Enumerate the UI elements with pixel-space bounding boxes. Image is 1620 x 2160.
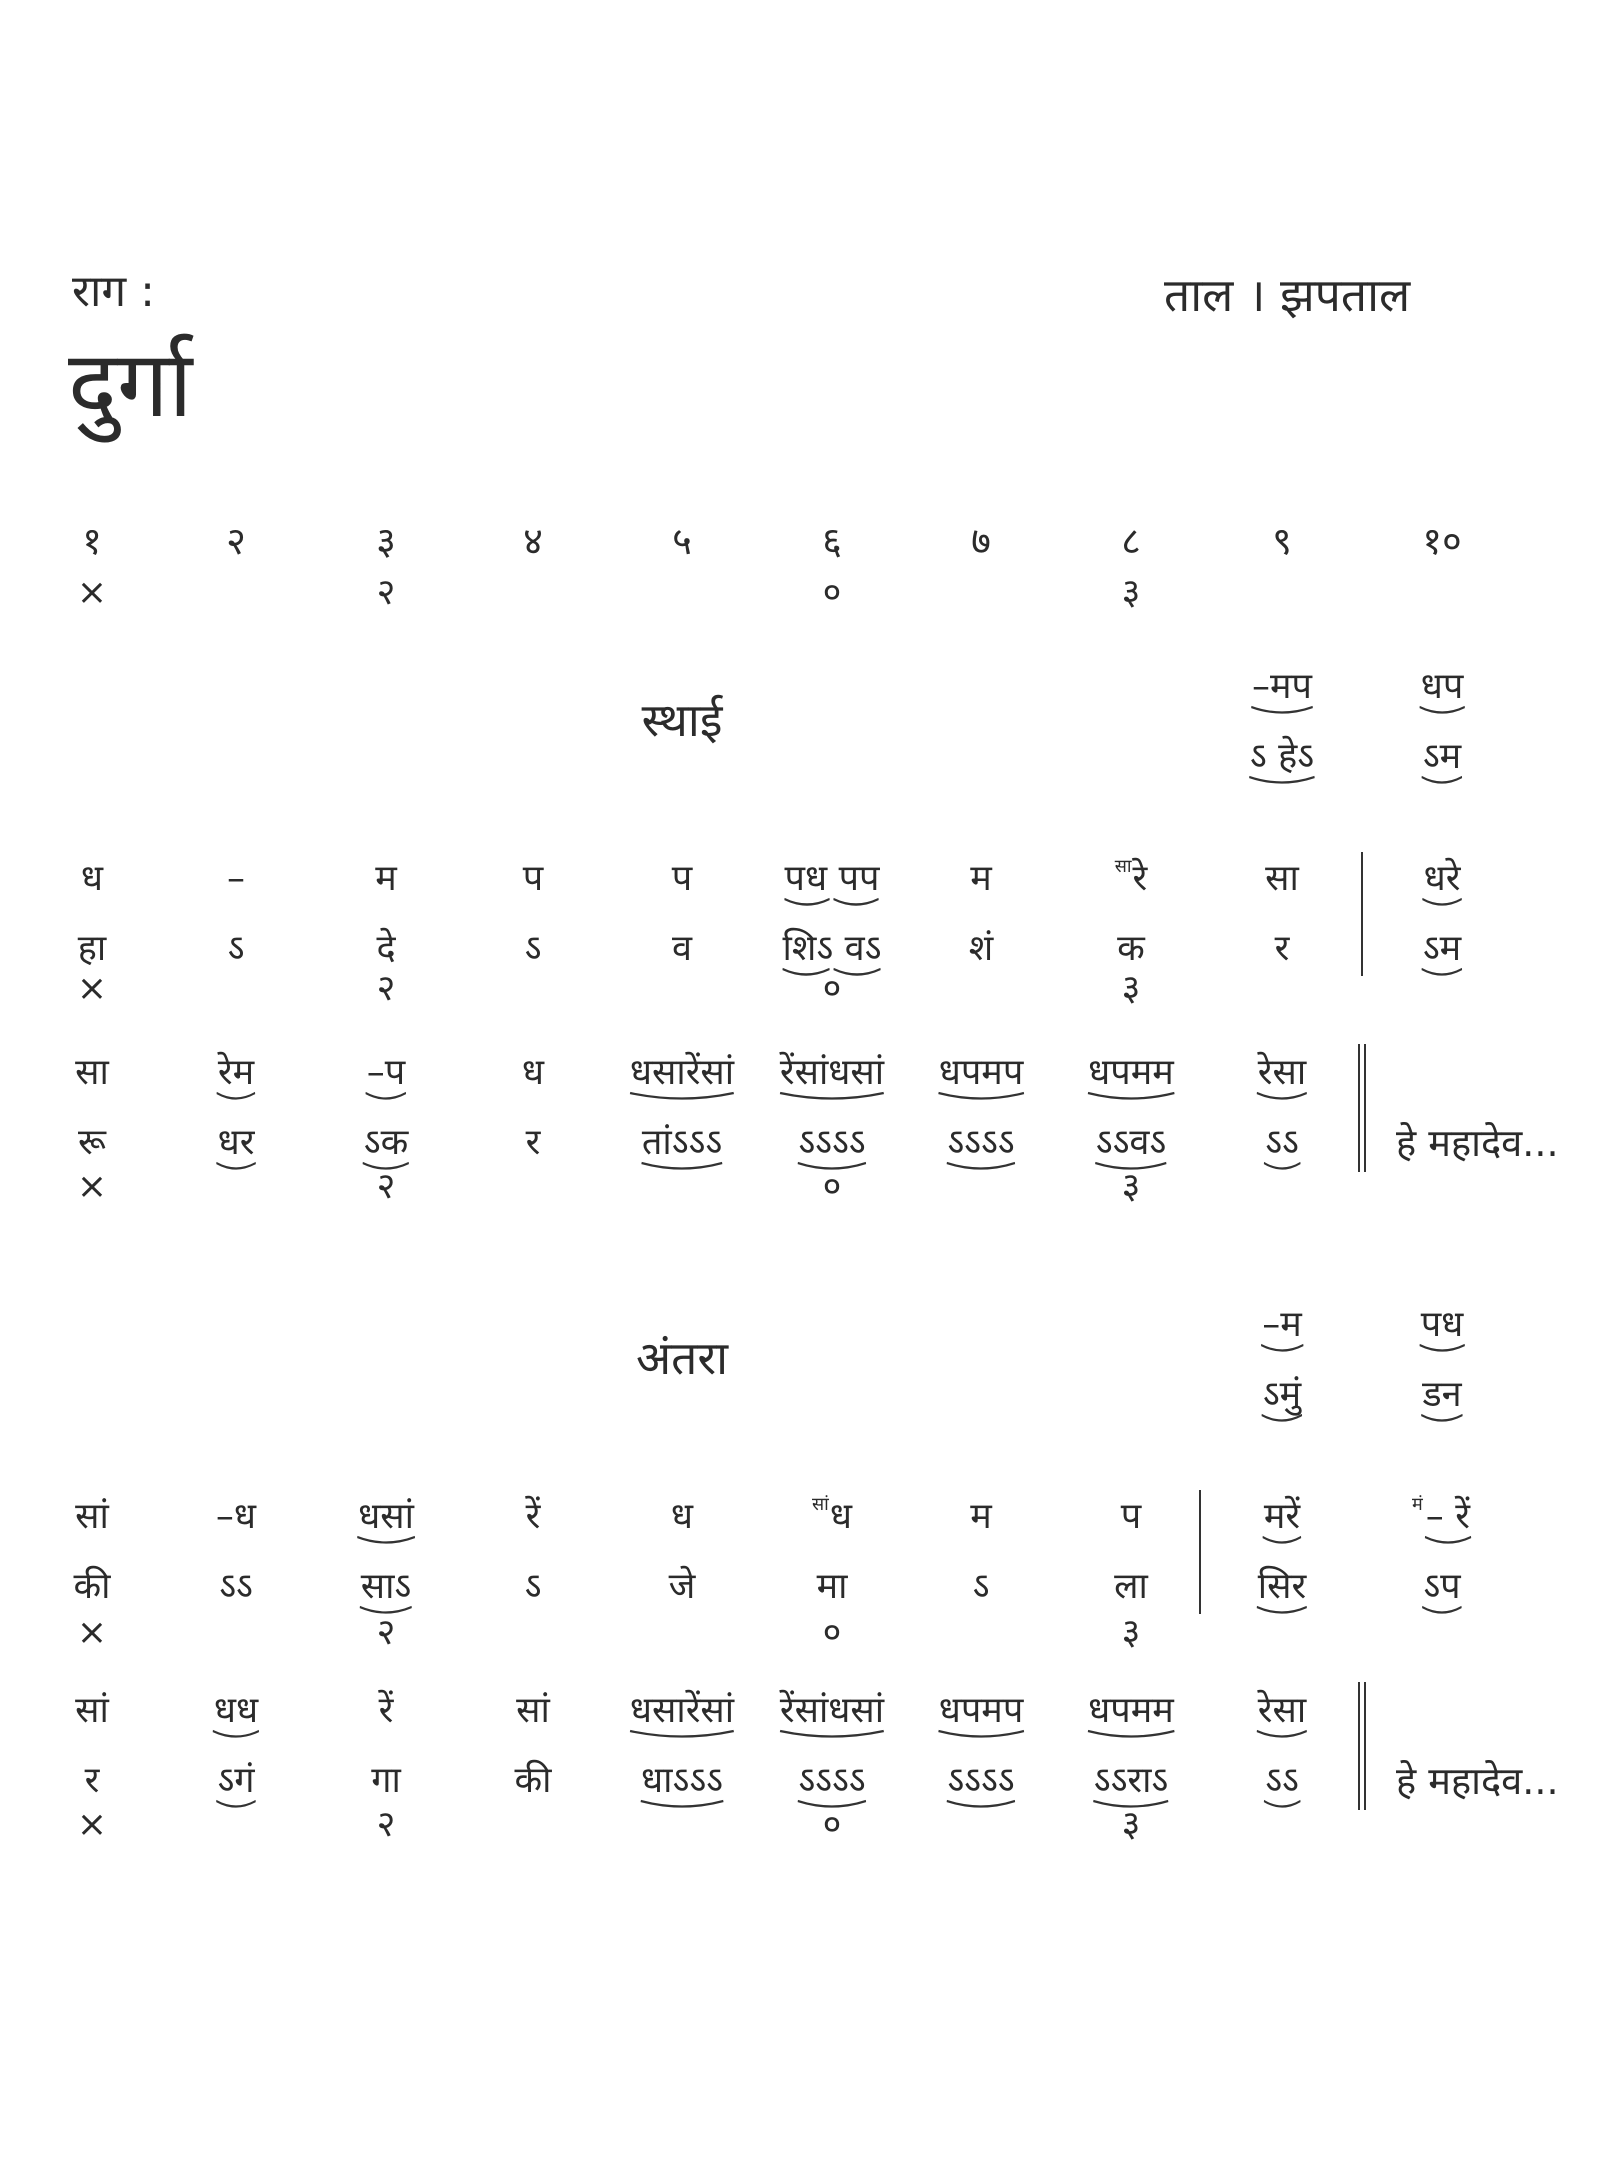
swar-cell: ध bbox=[521, 1052, 545, 1093]
taali-mark: २ bbox=[376, 572, 396, 613]
bol-cell: ऽऽ bbox=[219, 1566, 253, 1607]
swar-group: धसां bbox=[356, 1496, 416, 1547]
sthai-title: स्थाई bbox=[641, 693, 723, 747]
bol-cell bbox=[945, 1120, 1016, 1166]
bol-group: ऽ हेऽ bbox=[1248, 736, 1316, 787]
bol-cell bbox=[1421, 1564, 1462, 1610]
antara-title: अंतरा bbox=[635, 1331, 729, 1385]
khali-mark: ० bbox=[822, 572, 842, 613]
bol-group: ऽऽ bbox=[1263, 1122, 1301, 1173]
taali-mark: २ bbox=[376, 1612, 396, 1653]
bol-cell bbox=[215, 1758, 256, 1804]
swar-cell bbox=[1262, 1494, 1302, 1540]
swar-cell: ध bbox=[670, 1496, 694, 1537]
raag-name: दुर्गा bbox=[68, 331, 193, 438]
kan-swar: सा bbox=[1114, 856, 1132, 877]
swar-cell bbox=[365, 1050, 407, 1096]
bol-cell: मा bbox=[816, 1566, 848, 1607]
swar-group: धपमम bbox=[1086, 1052, 1176, 1103]
swar-group: धपमप bbox=[937, 1690, 1026, 1741]
bol-cell bbox=[216, 1120, 257, 1166]
swar-cell bbox=[1115, 856, 1148, 908]
bol-group: सिर bbox=[1256, 1566, 1308, 1617]
swar-cell: प bbox=[671, 858, 693, 899]
swar-group: धपमम bbox=[1086, 1690, 1176, 1741]
taali-mark: ३ bbox=[1121, 1804, 1141, 1845]
beat-number: १० bbox=[1422, 519, 1462, 563]
bol-group: ऽऽ bbox=[1263, 1760, 1301, 1811]
bol-cell bbox=[1261, 1372, 1303, 1418]
swar-cell bbox=[1412, 1494, 1472, 1546]
swar-group: पध पप bbox=[783, 858, 882, 909]
swar-group: धसारेंसां bbox=[628, 1690, 736, 1741]
swar-text: ध bbox=[829, 1496, 852, 1537]
bol-cell: ऽ bbox=[972, 1566, 990, 1607]
swar-cell bbox=[812, 1494, 852, 1546]
swar-cell: प bbox=[522, 858, 544, 899]
khali-mark: ० bbox=[822, 1166, 842, 1207]
taali-mark: ३ bbox=[1121, 968, 1141, 1009]
sam-mark: × bbox=[76, 1166, 108, 1207]
bol-cell bbox=[796, 1758, 867, 1804]
bol-cell: र bbox=[84, 1760, 100, 1801]
beat-number: ६ bbox=[822, 519, 842, 563]
bol-cell bbox=[1094, 1120, 1168, 1166]
swar-cell: रें bbox=[525, 1496, 541, 1537]
swar-cell: ध bbox=[80, 858, 104, 899]
swar-cell: सां bbox=[75, 1496, 109, 1537]
swar-group: रेसा bbox=[1256, 1052, 1308, 1103]
swar-group: मरें bbox=[1262, 1496, 1302, 1547]
swar-cell bbox=[212, 1688, 260, 1734]
bol-cell bbox=[796, 1120, 867, 1166]
sam-mark: × bbox=[76, 1612, 108, 1653]
swar-cell bbox=[937, 1688, 1026, 1734]
kan-swar: सां bbox=[812, 1494, 829, 1515]
bol-group: धाऽऽऽ bbox=[639, 1760, 725, 1811]
taal-name: ताल । झपताल bbox=[1164, 268, 1411, 322]
swar-group: रेंसांधसां bbox=[778, 1052, 886, 1103]
swar-cell bbox=[1250, 664, 1314, 710]
bol-cell: की bbox=[73, 1566, 111, 1607]
bol-cell: जे bbox=[668, 1566, 696, 1607]
swar-group: रेम bbox=[216, 1052, 256, 1103]
swar-cell bbox=[1256, 1688, 1308, 1734]
bol-cell: शं bbox=[968, 928, 994, 969]
swar-group: धरे bbox=[1422, 858, 1463, 909]
taali-mark: २ bbox=[376, 1166, 396, 1207]
swar-cell: म bbox=[375, 858, 397, 899]
swar-cell bbox=[628, 1688, 736, 1734]
swar-cell: सा bbox=[1265, 858, 1299, 899]
swar-cell: सा bbox=[75, 1052, 109, 1093]
bol-cell: हा bbox=[77, 928, 107, 969]
taali-mark: ३ bbox=[1121, 1612, 1141, 1653]
swar-group: – रें bbox=[1424, 1496, 1472, 1547]
taali-mark: ३ bbox=[1121, 572, 1141, 613]
bol-cell bbox=[1420, 1372, 1463, 1418]
sam-double-bar bbox=[1358, 1044, 1366, 1172]
khali-mark: ० bbox=[822, 968, 842, 1009]
bol-cell: की bbox=[514, 1760, 552, 1801]
swar-cell bbox=[628, 1050, 736, 1096]
beat-number: ३ bbox=[376, 519, 396, 563]
bol-group: डन bbox=[1420, 1374, 1463, 1425]
swar-cell bbox=[1419, 1302, 1466, 1348]
bol-group: ऽमुं bbox=[1261, 1374, 1303, 1425]
swar-group: –म bbox=[1260, 1304, 1304, 1355]
swar-group: –मप bbox=[1250, 666, 1314, 717]
bol-group: ऽऽवऽ bbox=[1094, 1122, 1168, 1173]
bol-group: शिऽ वऽ bbox=[781, 928, 884, 979]
bol-group: ऽम bbox=[1421, 736, 1463, 787]
bol-cell: गा bbox=[371, 1760, 401, 1801]
vibhag-bar bbox=[1361, 852, 1363, 976]
swar-group: धसारेंसां bbox=[628, 1052, 736, 1103]
bol-cell bbox=[945, 1758, 1016, 1804]
swar-group: रेसा bbox=[1256, 1690, 1308, 1741]
bol-group: ऽप bbox=[1421, 1566, 1462, 1617]
swar-cell: सां bbox=[75, 1690, 109, 1731]
raag-label: राग : bbox=[72, 266, 155, 317]
return-phrase: हे महादेव... bbox=[1396, 1121, 1559, 1165]
beat-number: २ bbox=[226, 519, 246, 563]
bol-cell bbox=[1263, 1120, 1301, 1166]
sam-mark: × bbox=[76, 572, 108, 613]
taali-mark: ३ bbox=[1121, 1166, 1141, 1207]
bol-group: धर bbox=[216, 1122, 257, 1173]
bol-cell bbox=[640, 1120, 724, 1166]
vibhag-bar bbox=[1199, 1490, 1201, 1614]
bol-cell: ला bbox=[1114, 1566, 1148, 1607]
swar-group: धप bbox=[1419, 666, 1466, 717]
swar-cell: सां bbox=[516, 1690, 550, 1731]
beat-number: ७ bbox=[971, 519, 991, 563]
khali-mark: ० bbox=[822, 1612, 842, 1653]
sam-mark: × bbox=[76, 1804, 108, 1845]
swar-cell bbox=[937, 1050, 1026, 1096]
swar-cell: म bbox=[970, 1496, 992, 1537]
bol-group: तांऽऽऽ bbox=[640, 1122, 724, 1173]
beat-number: ५ bbox=[672, 519, 692, 563]
bol-cell: व bbox=[671, 928, 693, 969]
bol-cell: रू bbox=[78, 1122, 106, 1163]
bol-cell: र bbox=[525, 1122, 541, 1163]
khali-mark: ० bbox=[822, 1804, 842, 1845]
bol-cell bbox=[359, 1564, 413, 1610]
bol-group: ऽक bbox=[362, 1122, 410, 1173]
bol-cell bbox=[1421, 926, 1463, 972]
sam-double-bar bbox=[1358, 1682, 1366, 1810]
bol-cell: र bbox=[1274, 928, 1290, 969]
swar-cell: प bbox=[1120, 1496, 1142, 1537]
bol-group: ऽऽराऽ bbox=[1092, 1760, 1170, 1811]
swar-group: धपमप bbox=[937, 1052, 1026, 1103]
bol-cell bbox=[1248, 734, 1316, 780]
swar-group: धध bbox=[212, 1690, 260, 1741]
swar-cell: म bbox=[970, 858, 992, 899]
bol-cell: ऽ bbox=[524, 928, 542, 969]
bol-cell bbox=[362, 1120, 410, 1166]
swar-cell bbox=[356, 1494, 416, 1540]
swar-group: रेंसांधसां bbox=[778, 1690, 886, 1741]
return-phrase: हे महादेव... bbox=[1396, 1759, 1559, 1803]
bol-group: साऽ bbox=[359, 1566, 413, 1617]
bol-cell: क bbox=[1117, 928, 1145, 969]
bol-cell bbox=[639, 1758, 725, 1804]
swar-cell: – bbox=[227, 858, 245, 899]
beat-number: ९ bbox=[1272, 519, 1292, 563]
kan-swar: मं bbox=[1412, 1494, 1423, 1515]
swar-cell bbox=[778, 1050, 886, 1096]
bol-cell bbox=[1092, 1758, 1170, 1804]
taali-mark: २ bbox=[376, 1804, 396, 1845]
swar-cell bbox=[216, 1050, 256, 1096]
bol-cell: ऽ bbox=[524, 1566, 542, 1607]
bol-group: ऽगं bbox=[215, 1760, 256, 1811]
beat-number: ८ bbox=[1121, 519, 1141, 563]
bol-group: ऽऽऽऽ bbox=[796, 1122, 867, 1173]
bol-cell bbox=[1256, 1564, 1308, 1610]
swar-cell: –ध bbox=[215, 1496, 257, 1537]
sam-mark: × bbox=[76, 968, 108, 1009]
swar-cell bbox=[1256, 1050, 1308, 1096]
swar-cell bbox=[1260, 1302, 1304, 1348]
swar-cell: रें bbox=[378, 1690, 394, 1731]
swar-cell bbox=[778, 1688, 886, 1734]
bol-cell bbox=[1421, 734, 1463, 780]
bol-cell bbox=[1263, 1758, 1301, 1804]
bol-cell: ऽ bbox=[227, 928, 245, 969]
swar-group: पध bbox=[1419, 1304, 1466, 1355]
swar-cell bbox=[783, 856, 882, 902]
swar-cell bbox=[1422, 856, 1463, 902]
bol-group: ऽऽऽऽ bbox=[945, 1122, 1016, 1173]
beat-number: ४ bbox=[523, 519, 543, 563]
bol-group: ऽऽऽऽ bbox=[945, 1760, 1016, 1811]
swar-group: –प bbox=[365, 1052, 407, 1103]
swar-text: रे bbox=[1132, 858, 1148, 899]
bol-group: ऽम bbox=[1421, 928, 1463, 979]
beat-number: १ bbox=[82, 519, 102, 563]
swar-cell bbox=[1086, 1688, 1176, 1734]
bol-cell: दे bbox=[376, 928, 396, 969]
taali-mark: २ bbox=[376, 968, 396, 1009]
bol-group: ऽऽऽऽ bbox=[796, 1760, 867, 1811]
swar-cell bbox=[1086, 1050, 1176, 1096]
swar-cell bbox=[1419, 664, 1466, 710]
